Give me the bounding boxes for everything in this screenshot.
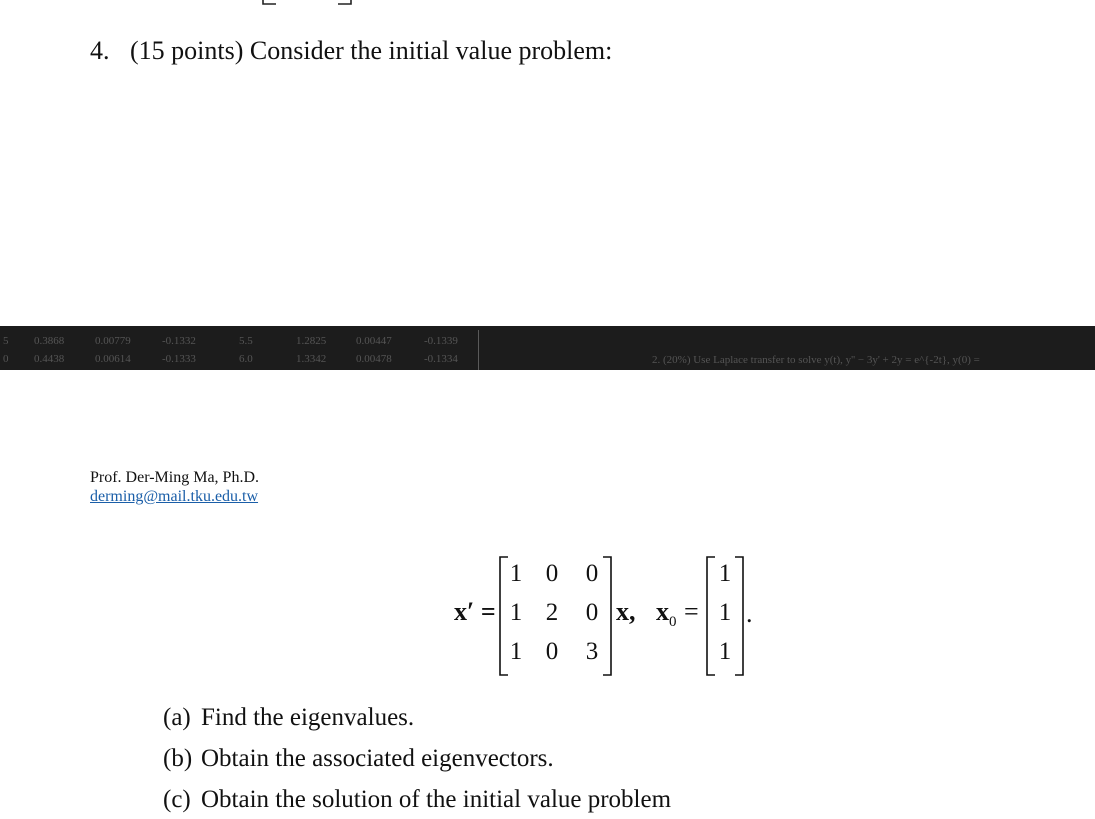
equation-x0 (656, 597, 677, 631)
part-text: Find the eigenvalues. (201, 704, 415, 731)
matrix-cell: 0 (585, 599, 599, 626)
matrix-cell: 2 (545, 599, 559, 626)
strip-cell: 0.00614 (95, 353, 131, 365)
matrix-cell: 0 (585, 560, 599, 587)
equation-period: . (746, 599, 753, 628)
vector-cell: 1 (718, 560, 732, 587)
question-text: (15 points) Consider the initial value problem: (130, 36, 613, 65)
strip-cell: 0.00447 (356, 335, 392, 347)
strip-cell: 6.0 (239, 353, 253, 365)
question-number: 4. (90, 36, 110, 65)
part-text: Obtain the associated eigenvectors. (201, 745, 554, 772)
x0-subscript: 0 (669, 614, 677, 631)
matrix-cell: 1 (509, 560, 523, 587)
strip-cell: 0.3868 (34, 335, 65, 347)
strip-cell: -0.1332 (162, 335, 196, 347)
author-email-link[interactable]: derming@mail.tku.edu.tw (90, 488, 259, 505)
strip-divider (478, 330, 479, 370)
part-a (163, 704, 414, 732)
part-b (163, 745, 554, 773)
strip-cell: 5.5 (239, 335, 253, 347)
equation-x: x, (616, 597, 636, 626)
matrix-cell: 3 (585, 638, 599, 665)
x0-label: x (656, 597, 669, 626)
strip-cell: -0.1334 (424, 353, 458, 365)
strip-note: 2. (20%) Use Laplace transfer to solve y(t), y'' − 3y' + 2y = e^{-2t}, y(0) = (652, 354, 980, 366)
part-c (163, 786, 671, 814)
part-label: (a) (163, 704, 191, 731)
matrix-cell: 0 (545, 560, 559, 587)
part-label: (c) (163, 786, 191, 813)
question-heading (90, 36, 612, 66)
strip-cell: 0.00478 (356, 353, 392, 365)
matrix-cell: 1 (509, 638, 523, 665)
strip-cell: 0.00779 (95, 335, 131, 347)
strip-cell: 5 (3, 335, 9, 347)
strip-cell: 1.2825 (296, 335, 327, 347)
dark-table-strip (0, 326, 1095, 370)
equation-lhs: x′ = (454, 597, 496, 626)
equation-equals: = (684, 597, 699, 626)
strip-cell: 0.4438 (34, 353, 65, 365)
stray-bracket-fragment (262, 0, 352, 6)
author-name: Prof. Der-Ming Ma, Ph.D. (90, 469, 259, 486)
strip-cell: -0.1339 (424, 335, 458, 347)
vector-cell: 1 (718, 638, 732, 665)
matrix-cell: 1 (509, 599, 523, 626)
ivp-equation (448, 551, 768, 679)
strip-cell: -0.1333 (162, 353, 196, 365)
vector-cell: 1 (718, 599, 732, 626)
part-text: Obtain the solution of the initial value problem (201, 786, 672, 813)
strip-cell: 1.3342 (296, 353, 327, 365)
matrix-cell: 0 (545, 638, 559, 665)
part-label: (b) (163, 745, 193, 772)
strip-cell: 0 (3, 353, 9, 365)
